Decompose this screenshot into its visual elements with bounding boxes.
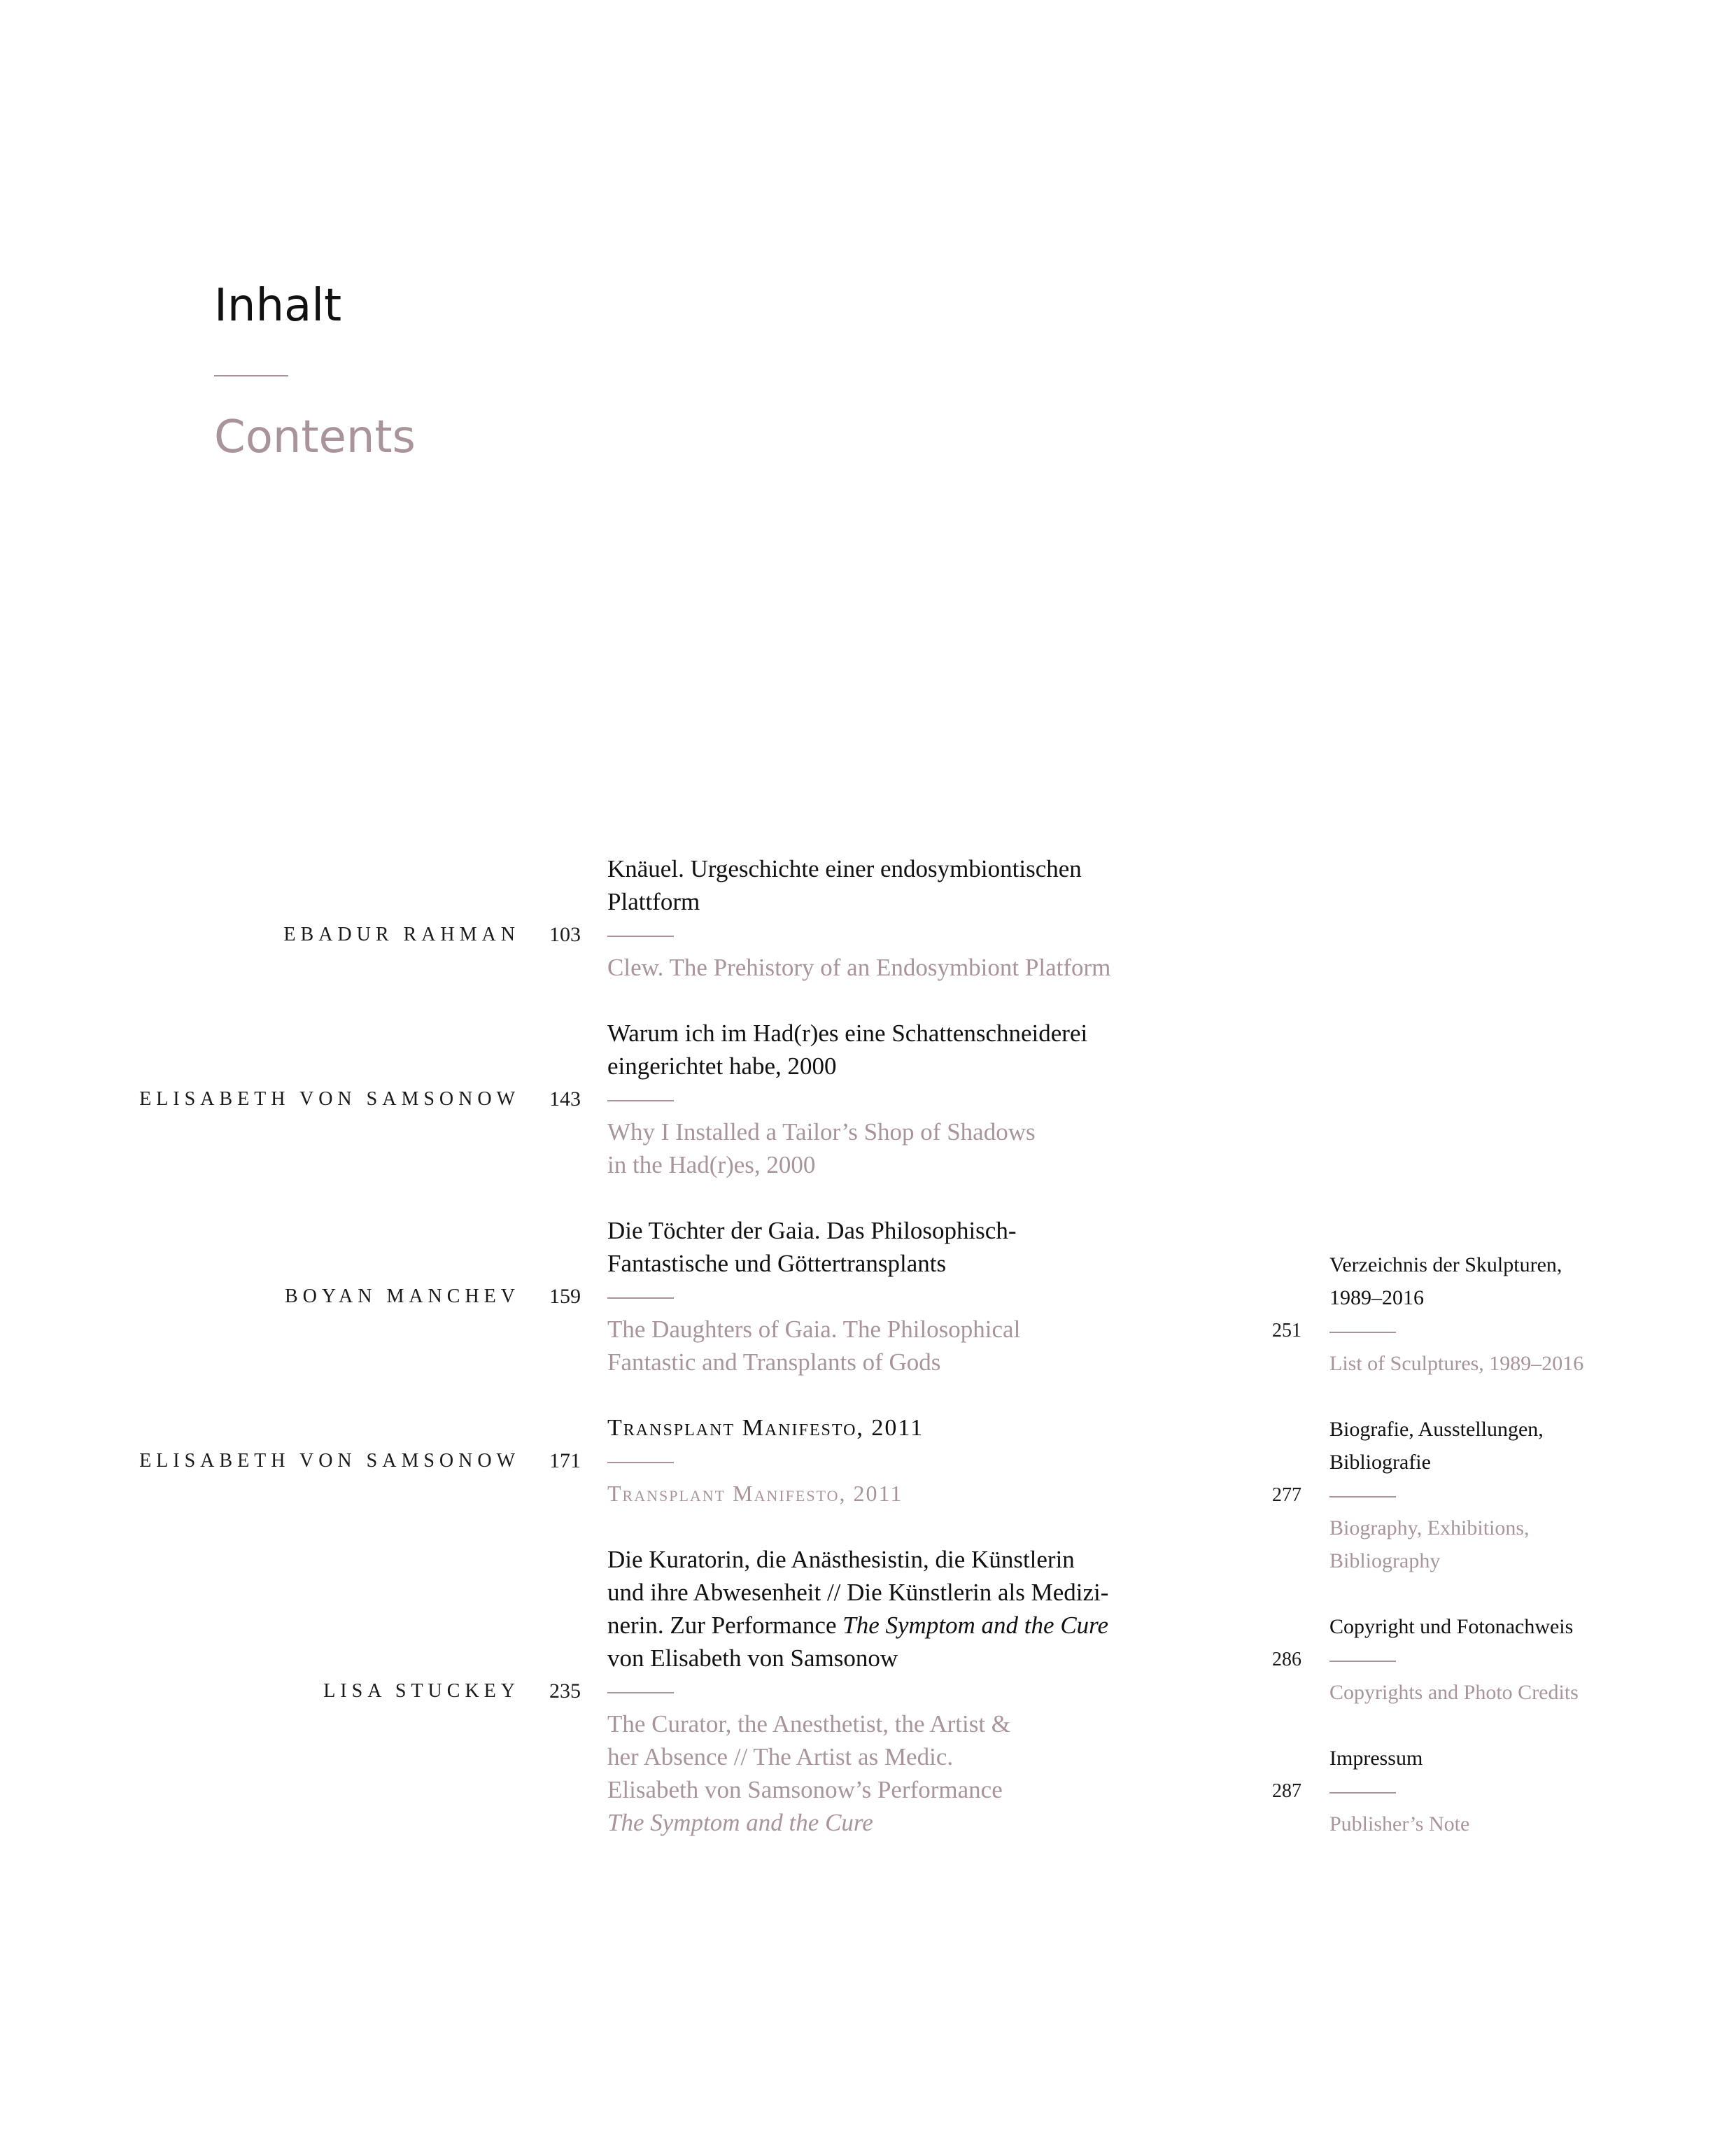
appendix-4-de-line: Impressum (1329, 1747, 1423, 1770)
toc-entry-1-title-de[interactable] (607, 852, 1181, 918)
appendix-1-divider (1329, 1332, 1396, 1333)
appendix-3-title-de[interactable] (1329, 1610, 1658, 1643)
toc-entry-2-en-line: in the Had(r)es, 2000 (607, 1151, 816, 1178)
toc-entry-3-en-line: The Daughters of Gaia. The Philosophical (607, 1316, 1021, 1343)
toc-entry-2-page[interactable]: 143 (549, 1087, 581, 1111)
page-title: Inhalt (214, 280, 342, 332)
appendix-2-en-line: Bibliography (1329, 1549, 1441, 1572)
toc-entry-5-de-line-italic: The Symptom and the Cure (842, 1612, 1109, 1639)
toc-entry-3-divider (607, 1297, 674, 1299)
toc-entry-3-page[interactable]: 159 (549, 1285, 581, 1308)
toc-entry-1-de-line: Knäuel. Urgeschichte einer endosymbiontischen (607, 855, 1082, 882)
toc-entry-3-en-line: Fantastic and Transplants of Gods (607, 1348, 941, 1376)
appendix-3-divider (1329, 1661, 1396, 1662)
appendix-2-de-line: Biografie, Ausstellungen, (1329, 1418, 1544, 1441)
toc-entry-1-divider (607, 936, 674, 937)
toc-entry-2-divider (607, 1100, 674, 1101)
toc-entry-5-de-line: Die Kuratorin, die Anästhesistin, die Künstlerin (607, 1546, 1075, 1573)
toc-entry-4-en-line: Transplant Manifesto, 2011 (607, 1481, 903, 1506)
title-divider (214, 375, 288, 376)
toc-entry-5-de-line: von Elisabeth von Samsonow (607, 1644, 898, 1672)
toc-entry-5-de-line: nerin. Zur Performance (607, 1612, 837, 1639)
toc-entry-3-author: BOYAN MANCHEV (284, 1285, 520, 1307)
toc-entry-2-author: ELISABETH VON SAMSONOW (139, 1088, 520, 1110)
toc-entry-5-en-line-italic: The Symptom and the Cure (607, 1809, 873, 1836)
toc-entry-1-de-line: Plattform (607, 888, 700, 915)
appendix-1-de-line: Verzeichnis der Skulpturen, (1329, 1253, 1562, 1276)
appendix-2-page[interactable]: 277 (1272, 1484, 1301, 1506)
toc-entry-4-title-en[interactable] (607, 1477, 1181, 1510)
toc-entry-1-title-en[interactable] (607, 951, 1181, 984)
toc-entry-5-de-line: und ihre Abwesenheit // Die Künstlerin als Medizi- (607, 1579, 1109, 1606)
appendix-4-title-en[interactable] (1329, 1808, 1658, 1840)
toc-entry-5-en-line: The Curator, the Anesthetist, the Artist & (607, 1710, 1011, 1738)
toc-entry-1-en-line: Clew. The Prehistory of an Endosymbiont Platform (607, 954, 1111, 981)
appendix-1-title-en[interactable] (1329, 1347, 1658, 1380)
toc-entry-4-de-line: Transplant Manifesto, 2011 (607, 1415, 924, 1441)
appendix-3-en-line: Copyrights and Photo Credits (1329, 1681, 1579, 1704)
toc-entry-4-title-de[interactable] (607, 1411, 1181, 1444)
toc-entry-3-title-en[interactable] (607, 1313, 1181, 1379)
appendix-2-de-line: Bibliografie (1329, 1451, 1431, 1474)
appendix-2-divider (1329, 1496, 1396, 1498)
toc-entry-5-title-en[interactable] (607, 1707, 1181, 1839)
toc-entry-5-de-line-3 (607, 1609, 1181, 1642)
appendix-3-de-line: Copyright und Fotonachweis (1329, 1615, 1574, 1638)
appendix-2-title-de[interactable] (1329, 1413, 1658, 1479)
toc-entry-4-divider (607, 1462, 674, 1463)
toc-entry-2-title-en[interactable] (607, 1115, 1181, 1181)
toc-entry-3-de-line: Fantastische und Göttertransplants (607, 1250, 947, 1277)
toc-entry-1-page[interactable]: 103 (549, 923, 581, 946)
toc-entry-4-author: ELISABETH VON SAMSONOW (139, 1450, 520, 1472)
appendix-4-divider (1329, 1792, 1396, 1794)
page-subtitle: Contents (214, 411, 416, 463)
toc-entry-2-de-line: Warum ich im Had(r)es eine Schattenschneiderei (607, 1020, 1088, 1047)
appendix-2-en-line: Biography, Exhibitions, (1329, 1516, 1530, 1539)
toc-entry-4-page[interactable]: 171 (549, 1449, 581, 1472)
toc-entry-2-title-de[interactable] (607, 1017, 1181, 1083)
toc-entry-2-en-line: Why I Installed a Tailor’s Shop of Shadows (607, 1118, 1036, 1146)
toc-entry-2-de-line: eingerichtet habe, 2000 (607, 1052, 837, 1080)
toc-entry-3-de-line: Die Töchter der Gaia. Das Philosophisch- (607, 1217, 1017, 1244)
appendix-1-en-line: List of Sculptures, 1989–2016 (1329, 1352, 1584, 1375)
appendix-3-page[interactable]: 286 (1272, 1649, 1301, 1670)
appendix-3-title-en[interactable] (1329, 1676, 1658, 1709)
appendix-1-page[interactable]: 251 (1272, 1320, 1301, 1341)
toc-entry-5-divider (607, 1692, 674, 1693)
toc-entry-5-title-de[interactable] (607, 1543, 1181, 1675)
appendix-4-page[interactable]: 287 (1272, 1780, 1301, 1802)
appendix-2-title-en[interactable] (1329, 1512, 1658, 1577)
appendix-4-en-line: Publisher’s Note (1329, 1812, 1470, 1836)
toc-entry-5-page[interactable]: 235 (549, 1679, 581, 1703)
toc-entry-5-en-line: her Absence // The Artist as Medic. (607, 1743, 954, 1770)
toc-entry-5-en-line: Elisabeth von Samsonow’s Performance (607, 1776, 1003, 1803)
appendix-1-de-line: 1989–2016 (1329, 1286, 1424, 1309)
appendix-1-title-de[interactable] (1329, 1248, 1658, 1314)
toc-entry-3-title-de[interactable] (607, 1214, 1181, 1280)
toc-entry-5-author: LISA STUCKEY (323, 1680, 520, 1702)
toc-entry-1-author: EBADUR RAHMAN (283, 924, 520, 945)
appendix-4-title-de[interactable] (1329, 1742, 1658, 1775)
